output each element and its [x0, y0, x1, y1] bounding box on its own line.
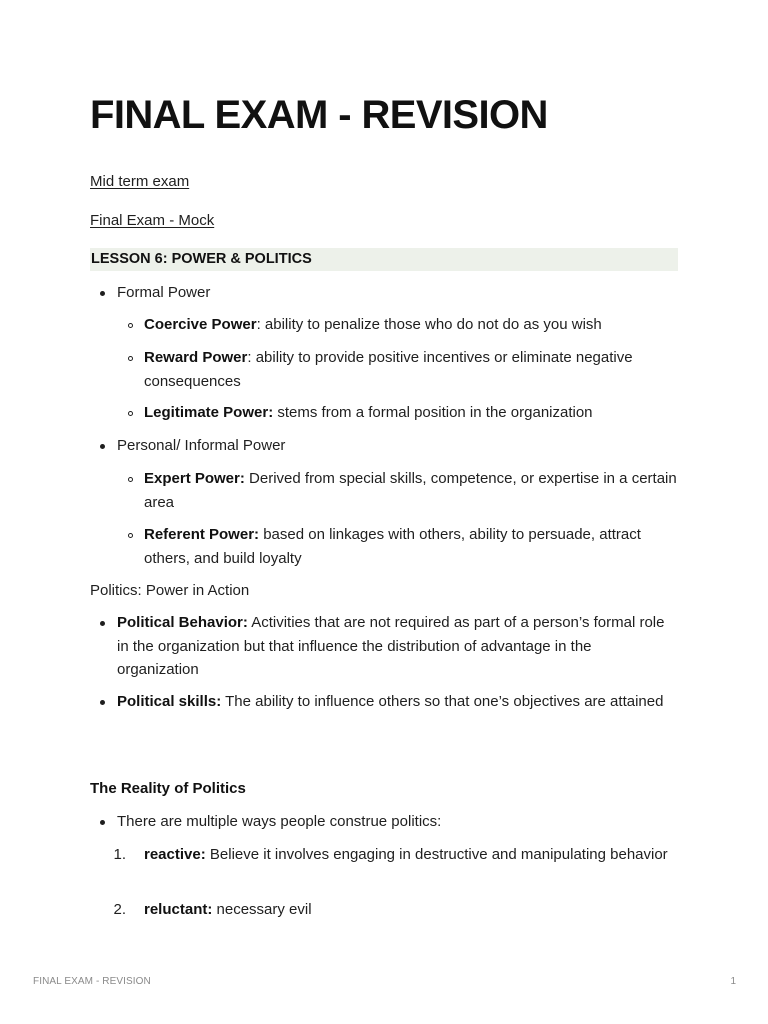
formal-power-label: Formal Power	[117, 284, 211, 301]
page-title: FINAL EXAM - REVISION	[90, 93, 548, 137]
sub-bullet-icon	[128, 323, 133, 328]
term-reluctant: reluctant:	[144, 901, 213, 918]
list-item	[144, 313, 678, 337]
footer-title: FINAL EXAM - REVISION	[33, 976, 151, 987]
list-number: 2.	[113, 901, 126, 918]
term-coercive-power: Coercive Power	[144, 316, 257, 333]
definition: stems from a formal position in the organization	[273, 404, 593, 421]
list-item	[144, 523, 678, 570]
term-political-behavior: Political Behavior:	[117, 614, 248, 631]
term-referent-power: Referent Power:	[144, 526, 260, 543]
bullet-icon	[100, 291, 105, 296]
definition: necessary evil	[212, 901, 312, 918]
definition: The ability to influence others so that one’s objectives are attained	[221, 693, 664, 710]
term-reactive: reactive:	[144, 846, 206, 863]
final-exam-mock-link[interactable]: Final Exam - Mock	[90, 212, 215, 229]
definition: Activities that are not required as part of a person’s formal role in the organization but that influence the distribution of advantage in the organization	[117, 614, 665, 678]
term-political-skills: Political skills:	[117, 693, 222, 710]
definition: : ability to penalize those who do not do as you wish	[256, 316, 602, 333]
list-number: 1.	[113, 846, 126, 863]
list-item	[144, 843, 678, 867]
definition: Derived from special skills, competence, or expertise in a certain area	[144, 470, 677, 511]
personal-power-label: Personal/ Informal Power	[117, 437, 286, 454]
sub-bullet-icon	[128, 411, 133, 416]
term-legitimate-power: Legitimate Power:	[144, 404, 274, 421]
reality-bullet: There are multiple ways people construe politics:	[117, 813, 442, 830]
sub-bullet-icon	[128, 477, 133, 482]
section-heading: The Reality of Politics	[90, 780, 246, 797]
list-item	[144, 346, 678, 393]
list-item	[117, 611, 677, 682]
list-item	[117, 690, 677, 714]
mid-term-exam-link[interactable]: Mid term exam	[90, 173, 190, 190]
page-number: 1	[730, 976, 736, 987]
list-item	[144, 467, 678, 514]
bullet-icon	[100, 700, 105, 705]
list-item	[144, 401, 678, 425]
definition: : ability to provide positive incentives or eliminate negative consequences	[144, 349, 633, 390]
definition: Believe it involves engaging in destructive and manipulating behavior	[205, 846, 668, 863]
definition: based on linkages with others, ability to persuade, attract others, and build loyalty	[144, 526, 641, 567]
term-expert-power: Expert Power:	[144, 470, 245, 487]
politics-intro: Politics: Power in Action	[90, 582, 250, 599]
sub-bullet-icon	[128, 356, 133, 361]
lesson-heading: LESSON 6: POWER & POLITICS	[90, 248, 678, 271]
bullet-icon	[100, 621, 105, 626]
sub-bullet-icon	[128, 533, 133, 538]
bullet-icon	[100, 820, 105, 825]
list-item	[144, 898, 678, 922]
term-reward-power: Reward Power	[144, 349, 248, 366]
bullet-icon	[100, 444, 105, 449]
